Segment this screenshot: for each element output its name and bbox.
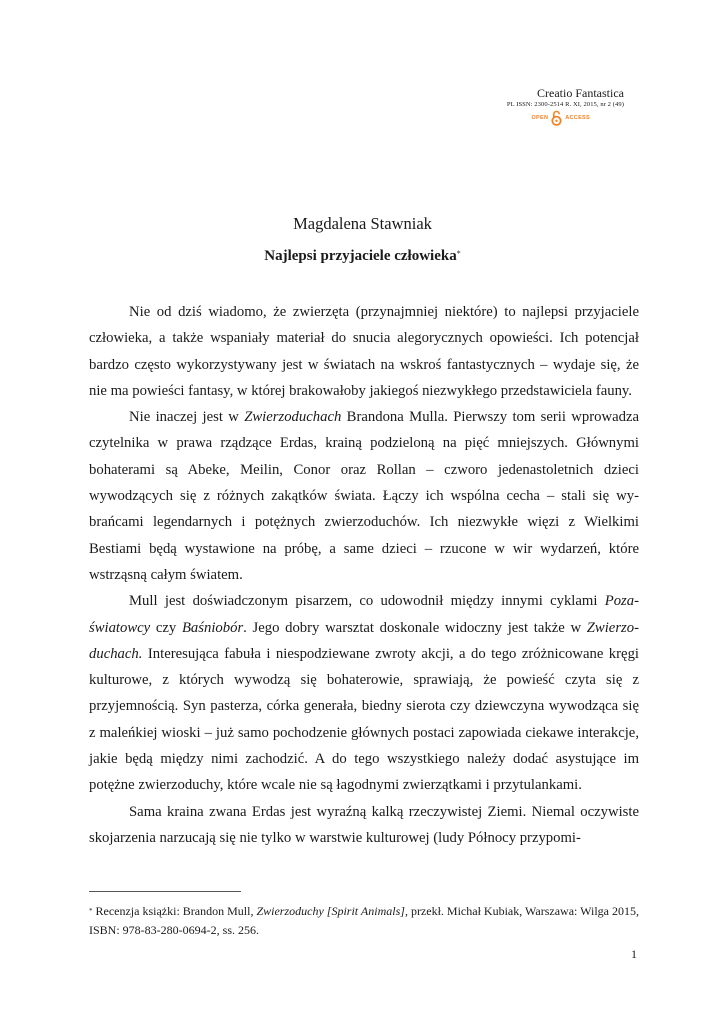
footnote-marker: * (89, 907, 93, 915)
article-title-text: Najlepsi przyjaciele człowieka (264, 248, 457, 264)
paragraph-2-part-a: Nie inaczej jest w (129, 409, 245, 426)
paragraph-3-part-b: czy (150, 619, 182, 636)
open-access-lock-icon (551, 110, 562, 126)
title-footnote-marker: * (456, 249, 461, 258)
paragraph-2-part-b: Brandona Mulla. Pierwszy tom serii wprowadza czytelnika w prawa rządzące Erdas, krainą podzieloną na pięć mniejszych. Głównymi bohaterami są Abeke, Meilin, Conor oraz Rollan – czworo jedenastoletnich dzieci wywodzących się z różnych zakątków świata. Łączy ich wspólna cecha – stali się wybrańcami legendarnych i potężnych zwierzoduchów. Ich niezwykłe więzi z Wielkimi Bestiami będą wystawione na próbę, a same dzieci – rzucone w wir wydarzeń, które wstrząsną całym światem. (89, 409, 639, 583)
paragraph-1: Nie od dziś wiadomo, że zwierzęta (przynajmniej niektóre) to najlepsi przyjaciele człowieka, a także wspaniały materiał do snucia alegorycznych opowieści. Ich potencjał bardzo często wykorzystywany jest w światach na wskroś fantastycznych – wydaje się, że nie ma powieści fantasy, w której brakowałoby jakiegoś niezwykłego przedstawiciela fauny. (89, 304, 639, 399)
article-author: Magdalena Stawniak (293, 214, 432, 233)
open-access-open-label: OPEN (531, 115, 549, 121)
paragraph-3-italic-3: Zwierzoduchach. (89, 619, 639, 662)
paragraph-3-part-a: Mull jest doświadczonym pisarzem, co udowodnił między innymi cyklami (129, 593, 605, 610)
paragraph-3-part-d: Interesująca fabuła i niespodziewane zwroty akcji, a do tego zróżnicowane kręgi kulturowe, z których wywodzą się bohaterowie, sprawiają, że powieść czyta się z przyjemnością. Syn pasterza, córka generała, biedny sierota czy dziewczyna wywodząca się z maleńkiej wioski – już samo pochodzenie głównych postaci zapowiada ciekawe interakcje, jakie będą między nimi zachodzić. A do tego wszystkiego należy dodać asystujące im potężne zwierzoduchy, które wcale nie są łagodnymi zwierzątkami i przytulankami. (89, 645, 639, 794)
paragraph-3-part-c: . Jego dobry warsztat doskonale widoczny jest także w (243, 619, 587, 636)
paragraph-3-italic-2: Baśniobór (181, 619, 244, 636)
page-number: 1 (631, 947, 637, 961)
footnote (89, 902, 639, 940)
open-access-badge (507, 110, 590, 126)
journal-header (507, 86, 624, 126)
open-access-access-label: ACCESS (565, 115, 590, 121)
paragraph-2 (89, 404, 639, 588)
article-title (0, 246, 725, 266)
paragraph-3-italic-1: Pozaświatowcy (89, 593, 639, 636)
footnote-part-a: Recenzja książki: Brandon Mull, (92, 904, 257, 918)
paragraph-3 (89, 588, 639, 798)
journal-name: Creatio Fantastica (537, 86, 624, 100)
paragraph-2-italic-title: Zwierzoduchach (244, 409, 342, 426)
footnote-separator (89, 891, 241, 892)
issn-line: PL ISSN: 2300-2514 R. XI, 2015, nr 2 (49) (506, 101, 624, 108)
paragraph-4: Sama kraina zwana Erdas jest wyraźną kalką rzeczywistej Ziemi. Niemal oczywiste skojarzenia narzucają się nie tylko w warstwie kulturowej (ludy Północy przypomi- (89, 803, 639, 846)
footnote-part-b: , przekł. Michał Kubiak, Warszawa: Wilga 2015, ISBN: 978-83-280-0694-2, ss. 256. (89, 904, 639, 937)
footnote-italic-title: Zwierzoduchy [Spirit Animals] (256, 904, 405, 918)
article-body (89, 299, 639, 851)
